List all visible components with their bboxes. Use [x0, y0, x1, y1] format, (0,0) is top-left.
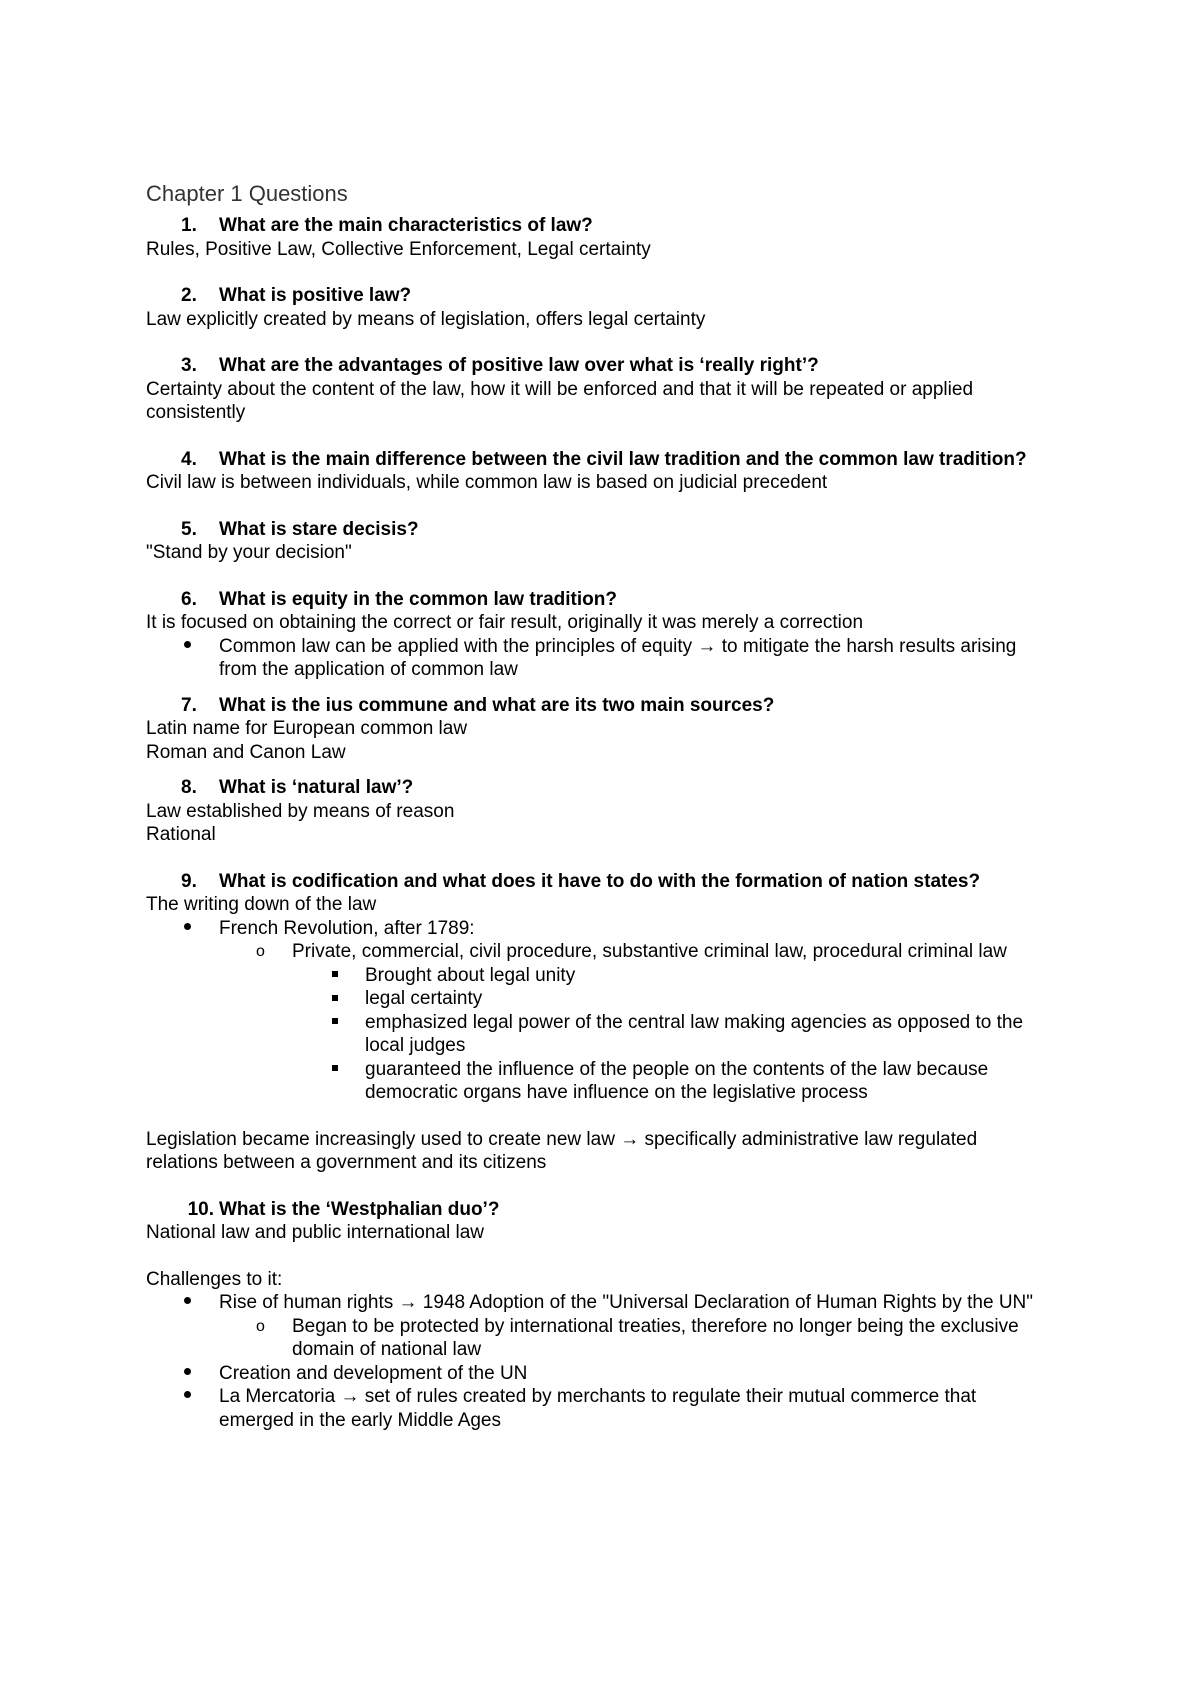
answer-7-line-1: Latin name for European common law [146, 718, 468, 739]
list-item-text: La Mercatoria → set of rules created by merchants to regulate their mutual commerce that emerged in the early Middle Ages [219, 1386, 977, 1431]
question-10 [146, 1198, 1051, 1222]
question-text: What is the main difference between the civil law tradition and the common law tradition? [219, 448, 1027, 470]
bullet-list [146, 917, 1051, 1105]
question-5 [146, 518, 1051, 542]
answer-5: "Stand by your decision" [146, 542, 352, 563]
answer-8-line-2: Rational [146, 824, 216, 845]
list-item-text: Brought about legal unity [365, 964, 576, 986]
question-number: 2. [181, 285, 197, 306]
list-item-text: Rise of human rights → 1948 Adoption of the "Universal Declaration of Human Rights by the UN" [219, 1292, 1034, 1313]
bullet-square-icon [332, 964, 338, 988]
question-text: What is the ‘Westphalian duo’? [219, 1198, 500, 1220]
question-9 [146, 870, 1051, 894]
bullet-square-icon [332, 987, 338, 1011]
question-number: 3. [181, 355, 197, 376]
sub-bullet-list [219, 940, 1051, 1105]
list-item [292, 964, 1051, 988]
list-item [146, 917, 1051, 1105]
answer-1: Rules, Positive Law, Collective Enforcement, Legal certainty [146, 238, 651, 260]
list-item [146, 635, 1051, 682]
question-text: What is equity in the common law tradition? [219, 588, 617, 610]
question-text: What are the advantages of positive law over what is ‘really right’? [219, 355, 819, 376]
bullet-dot-icon [184, 635, 191, 659]
question-2 [146, 284, 1051, 308]
question-text: What is ‘natural law’? [219, 777, 414, 798]
answer-4: Civil law is between individuals, while common law is based on judicial precedent [146, 472, 828, 493]
question-text: What is stare decisis? [219, 518, 419, 540]
document-body [146, 180, 1051, 1432]
list-item-text: Creation and development of the UN [219, 1362, 528, 1384]
question-3 [146, 354, 1051, 378]
bullet-dot-icon [184, 1385, 191, 1409]
list-item [146, 1362, 1051, 1386]
question-4 [146, 448, 1051, 472]
closing-paragraph: Legislation became increasingly used to create new law → specifically administrative law regulated relations between a government and its citizens [146, 1128, 978, 1173]
question-text: What is the ius commune and what are its two main sources? [219, 694, 775, 716]
question-number: 10. [187, 1198, 214, 1220]
list-item-text: Private, commercial, civil procedure, substantive criminal law, procedural criminal law [292, 941, 1007, 962]
answer-10: National law and public international law [146, 1222, 484, 1243]
bullet-circle-icon: o [256, 943, 265, 960]
list-item-text: emphasized legal power of the central law making agencies as opposed to the local judges [365, 1011, 1024, 1056]
bullet-square-icon [332, 1058, 338, 1082]
bullet-list [146, 635, 1051, 682]
list-item-text: legal certainty [365, 988, 483, 1009]
list-item [292, 987, 1051, 1011]
bullet-dot-icon [184, 1362, 191, 1386]
question-number: 4. [181, 448, 197, 470]
question-number: 5. [181, 518, 197, 540]
question-1 [146, 214, 1051, 238]
answer-8-line-1: Law established by means of reason [146, 800, 455, 822]
question-text: What is positive law? [219, 285, 412, 306]
bullet-list [146, 1291, 1051, 1432]
list-item-text: Common law can be applied with the principles of equity → to mitigate the harsh results arising from the application of common law [219, 635, 1017, 680]
bullet-circle-icon: o [256, 1317, 265, 1335]
list-item [146, 1291, 1051, 1362]
question-number: 7. [181, 694, 197, 716]
question-8 [146, 776, 1051, 800]
list-item [146, 1385, 1051, 1432]
list-item-text: guaranteed the influence of the people on the contents of the law because democratic organs have influence on the legislative process [365, 1058, 989, 1103]
answer-7-line-2: Roman and Canon Law [146, 741, 346, 763]
list-item-text: French Revolution, after 1789: [219, 917, 475, 939]
bullet-dot-icon [184, 1291, 191, 1315]
bullet-square-icon [332, 1011, 338, 1035]
list-item [292, 1011, 1051, 1058]
sub-bullet-list [219, 1315, 1051, 1362]
question-number: 6. [181, 588, 197, 610]
question-text: What are the main characteristics of law? [219, 215, 593, 236]
page-title: Chapter 1 Questions [146, 181, 348, 206]
list-item-text: Began to be protected by international treaties, therefore no longer being the exclusive domain of national law [292, 1315, 1019, 1360]
sub-sub-bullet-list [292, 964, 1051, 1105]
answer-2: Law explicitly created by means of legislation, offers legal certainty [146, 308, 706, 330]
challenges-label: Challenges to it: [146, 1268, 283, 1290]
list-item [219, 940, 1051, 1105]
answer-3: Certainty about the content of the law, how it will be enforced and that it will be repeated or applied consistently [146, 378, 974, 423]
bullet-dot-icon [184, 917, 191, 941]
list-item [292, 1058, 1051, 1105]
question-number: 8. [181, 777, 197, 798]
list-item [219, 1315, 1051, 1362]
answer-9: The writing down of the law [146, 894, 377, 915]
question-6 [146, 588, 1051, 612]
answer-6: It is focused on obtaining the correct or fair result, originally it was merely a correction [146, 612, 864, 633]
question-number: 9. [181, 870, 197, 892]
question-text: What is codification and what does it have to do with the formation of nation states? [219, 870, 981, 892]
question-number: 1. [181, 215, 197, 236]
question-7 [146, 694, 1051, 718]
